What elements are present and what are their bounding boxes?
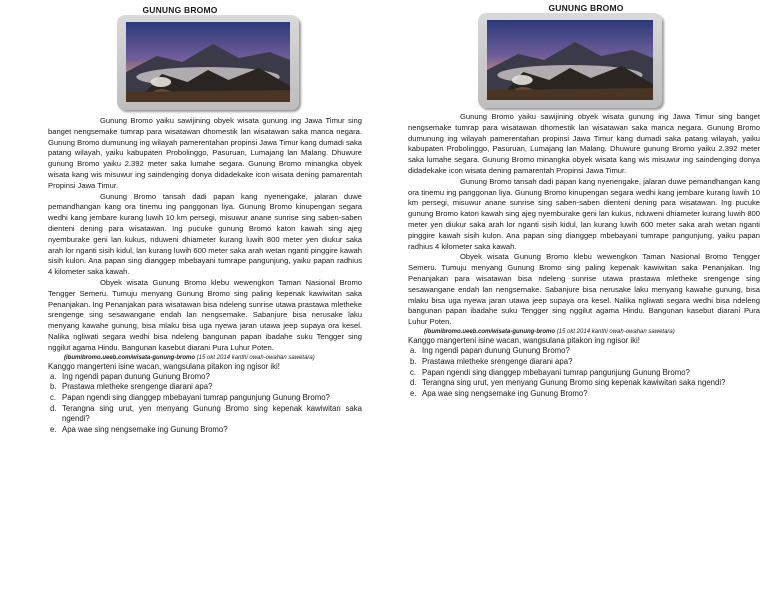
question-text: Terangna sing urut, yen menyang Gunung Bromo sing kepenak kawiwitan saka ngendi?	[422, 378, 726, 388]
document-title: GUNUNG BROMO	[548, 3, 624, 13]
question-text: Papan ngendi sing dianggep mbebayani tumrap pangunjung Gunung Bromo?	[62, 393, 330, 403]
source-link: (ibumibromo.ueeb.com/wisata-gunung-bromo	[424, 328, 555, 335]
paragraph-1: Gunung Bromo yaiku sawijining obyek wisata gunung ing Jawa Timur sing banget nengsemake tumrap para wisatawan dhomestik lan wisatawan saka manca negara. Gunung Bromo dumunung ing wilayah pamerentahan propinsi Jawa Timur kang dumadi saka patang wilayah, yaiku kabupaten Probolinggo, Pasuruan, Lumajang lan Malang. Dhuwure gunung Bromo yaiku 2.392 meter saka lumahe segara. Gunung Bromo minangka obyek wisata kang wis misuwur ing saindenging donya didadekake icon wisata dening pamarentah Propinsi Jawa Timur.	[48, 116, 362, 190]
mount-bromo-photo	[126, 22, 290, 102]
question-text: Prastawa mletheke srengenge diarani apa?	[62, 382, 213, 392]
question-label: c.	[410, 367, 417, 377]
question-text: Papan ngendi sing dianggep mbebayani tumrap pangunjung Gunung Bromo?	[422, 367, 690, 377]
question-label: d.	[50, 403, 57, 413]
question-text: Ing ngendi papan dunung Gunung Bromo?	[422, 345, 570, 355]
paragraph-1: Gunung Bromo yaiku sawijining obyek wisata gunung ing Jawa Timur sing banget nengsemake tumrap para wisatawan dhomestik lan wisatawan saka manca negara. Gunung Bromo dumunung ing wilayah pamerentahan propinsi Jawa Timur kang dumadi saka patang wilayah, yaiku kabupaten Probolinggo, Pasuruan, Lumajang lan Malang. Dhuwure gunung Bromo yaiku 2.392 meter saka lumahe segara. Gunung Bromo minangka obyek wisata kang wis misuwur ing saindenging donya didadekake icon wisata dening pamarentah Propinsi Jawa Timur.	[408, 112, 760, 175]
article-body	[408, 112, 760, 400]
question-label: e.	[410, 389, 417, 399]
question-label: b.	[410, 356, 417, 366]
question-label: b.	[50, 382, 57, 392]
question-item	[408, 378, 760, 388]
paragraph-3: Obyek wisata Gunung Bromo klebu wewengkon Taman Nasional Bromo Tengger Semeru. Tumuju menyang Gunung Bromo sing paling kepenak kawiwitan saka Penanjakan. Ing Penanjakan para wisatawan bisa ndeleng sunrise utawa prastawa mletheke srengenge sing sesawangane endah lan nengsemake. Sabanjure bisa nerusake laku menyang kawahe gunung, bisa mlaku bisa uga nyewa jaran utawa jeep supaya ora kesel. Nalika ngliwati segara wedhi bisa ndeleng bangunan papan ibadahe suku Tengger sing nggilut agama Hindu. Bangunan kasebut diarani Pura Luhur Poten.	[408, 252, 760, 327]
question-label: d.	[410, 378, 417, 388]
question-list	[48, 372, 362, 435]
question-label: a.	[50, 371, 57, 381]
mount-bromo-photo	[487, 20, 653, 100]
question-item	[48, 372, 362, 382]
source-note: (15 okt 2014 kanthi owah-owahan sawetara)	[196, 354, 315, 361]
paragraph-2: Gunung Bromo tansah dadi papan kang nyenengake, jalaran duwe pemandhangan kang ora tinemu ing panggonan liya. Gunung Bromo kinupengan segara wedhi kang jembare kurang luwih 10 km persegi, misuwur anane sunrise sing saben-saben dienteni dening para wisatawan. Ing pucuke gunung Bromo katon kawah sing ajeg nyemburake geni lan kukus, nduweni dhiameter kurang luwih 800 meter yen diukur saka arah lor nganti sisih kidul, lan kurang luwih 600 meter saka arah wetan nganti pinggire kawah sisih kulon. Ana papan sing dianggep mbebayani tumrape pangunjung, yaiku papan radhius 4 kilometer saka kawah.	[48, 191, 362, 277]
question-item	[48, 425, 362, 435]
question-text: Apa wae sing nengsemake ing Gunung Bromo?	[422, 389, 588, 399]
source-link: (ibumibromo.ueeb.com/wisata-gunung-bromo	[64, 354, 195, 361]
question-label: c.	[50, 393, 57, 403]
question-item	[408, 357, 760, 367]
photo-frame	[117, 15, 299, 110]
question-label: e.	[50, 424, 57, 434]
source-citation	[48, 354, 362, 362]
question-text: Terangna sing urut, yen menyang Gunung Bromo sing kepenak kawiwitan saka ngendi?	[62, 403, 362, 423]
question-list	[408, 346, 760, 399]
article-body	[48, 116, 362, 436]
instruction-prompt: Kanggo mangerteni isine wacan, wangsulana pitakon ing ngisor iki!	[48, 361, 280, 371]
question-text: Prastawa mletheke srengenge diarani apa?	[422, 356, 573, 366]
question-label: a.	[410, 345, 417, 355]
instruction-prompt: Kanggo mangerteni isine wacan, wangsulana pitakon ing ngisor iki!	[408, 335, 640, 345]
question-item	[408, 368, 760, 378]
question-text: Apa wae sing nengsemake ing Gunung Bromo?	[62, 424, 228, 434]
question-item	[408, 346, 760, 356]
paragraph-3: Obyek wisata Gunung Bromo klebu wewengkon Taman Nasional Bromo Tengger Semeru. Tumuju menyang Gunung Bromo sing paling kepenak kawiwitan saka Penanjakan. Ing Penanjakan para wisatawan bisa ndeleng sunrise utawa prastawa mletheke srengenge sing sesawangane endah lan nengsemake. Sabanjure bisa nerusake laku menyang kawahe gunung, bisa mlaku bisa uga nyewa jaran utawa jeep supaya ora kesel. Nalika ngliwati segara wedhi bisa ndeleng bangunan papan ibadahe suku Tengger sing nggilut agama Hindu. Bangunan kasebut diarani Pura Luhur Poten.	[48, 277, 362, 352]
question-text: Ing ngendi papan dunung Gunung Bromo?	[62, 371, 210, 381]
source-citation	[408, 328, 760, 336]
document-title: GUNUNG BROMO	[142, 5, 218, 15]
question-item	[48, 382, 362, 392]
paragraph-2: Gunung Bromo tansah dadi papan kang nyenengake, jalaran duwe pemandhangan kang ora tinemu ing panggonan liya. Gunung Bromo kinupengan segara wedhi kang jembare kurang luwih 10 km persegi, misuwur anane sunrise sing saben-saben dienteni dening para wisatawan. Ing pucuke gunung Bromo katon kawah sing ajeg nyemburake geni lan kukus, nduweni dhiameter kurang luwih 800 meter yen diukur saka arah lor nganti sisih kidul, lan kurang luwih 600 meter saka arah wetan nganti pinggire kawah sisih kulon. Ana papan sing dianggep mbebayani tumrape pangunjung, yaiku papan radhius 4 kilometer saka kawah.	[408, 176, 760, 251]
question-item	[48, 393, 362, 403]
question-item	[48, 404, 362, 424]
photo-frame	[478, 13, 662, 108]
question-item	[408, 389, 760, 399]
source-note: (15 okt 2014 kanthi owah-owahan sawetara)	[556, 328, 675, 335]
